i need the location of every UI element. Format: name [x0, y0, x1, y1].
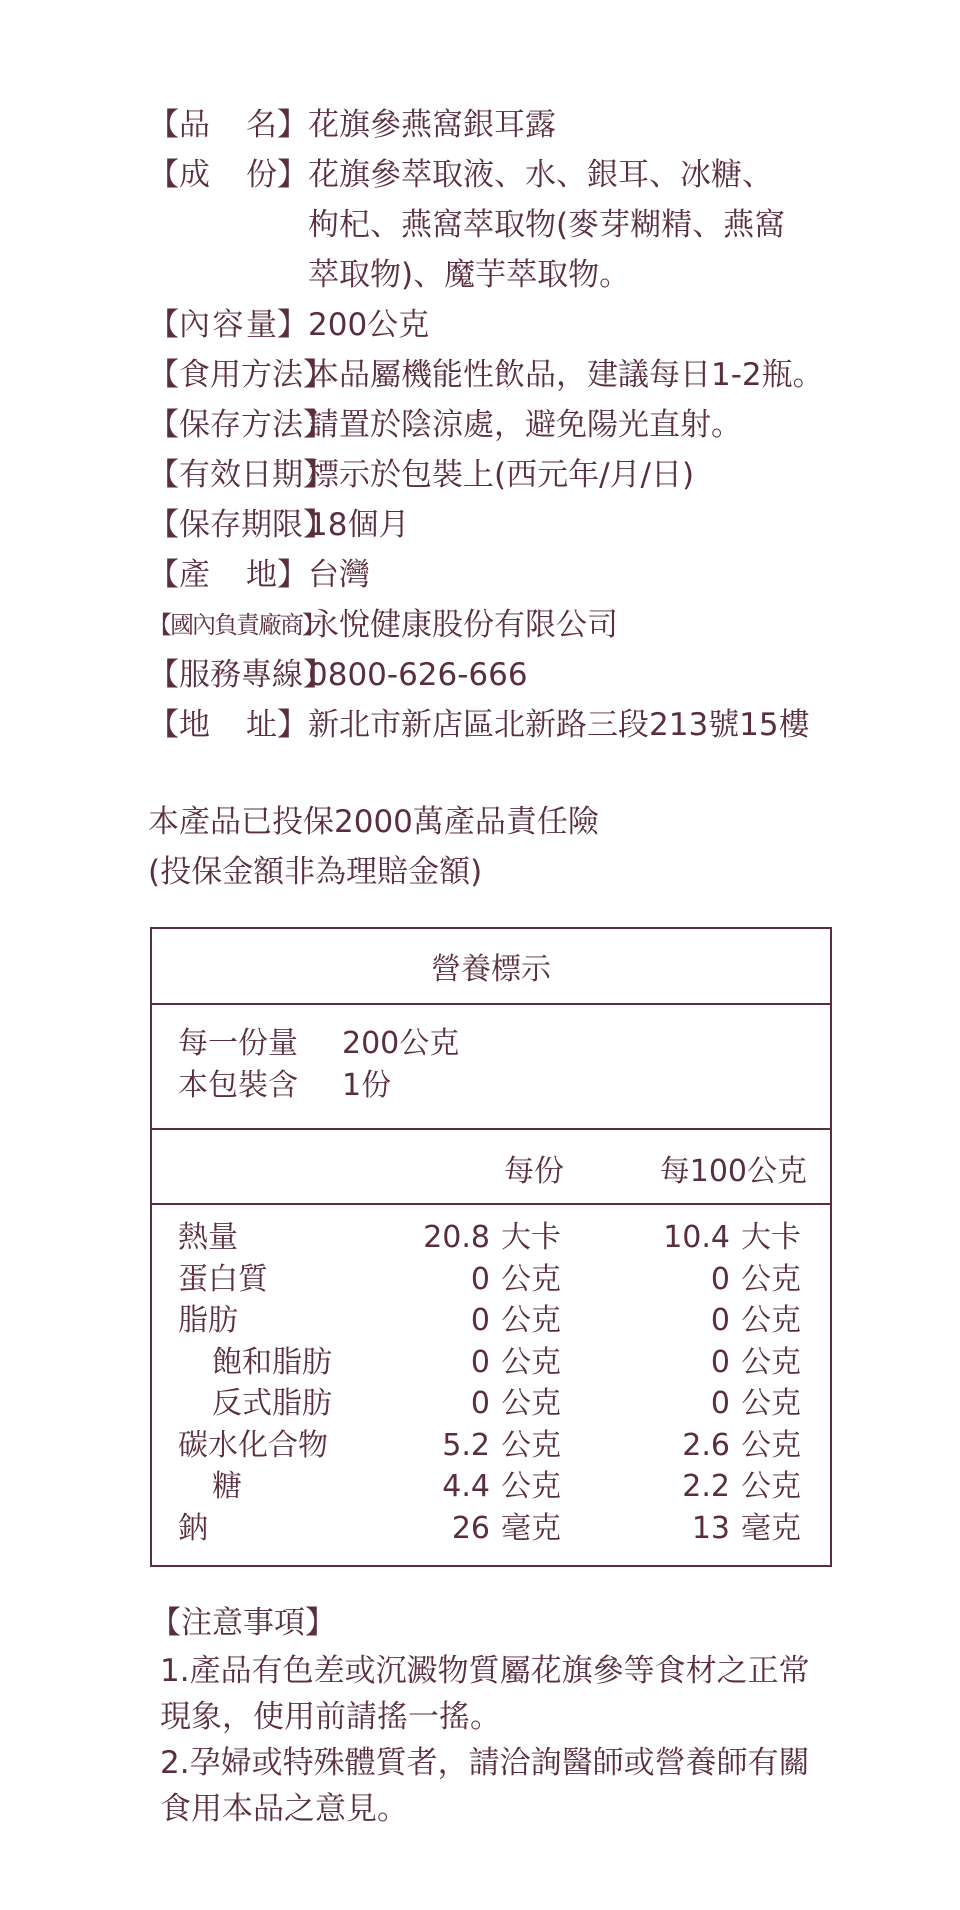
- per-serving-value: 0: [470, 1344, 490, 1380]
- insurance-note: (投保金額非為理賠金額): [148, 854, 483, 890]
- servings-row: [178, 1065, 830, 1107]
- info-label-part: 【內: [148, 307, 210, 343]
- notice-line: 現象，使用前請搖一搖。: [160, 1699, 501, 1735]
- info-label-part: 【保存期限】: [148, 507, 334, 543]
- notice-line: 2.孕婦或特殊體質者，請洽詢醫師或營養師有關: [160, 1745, 810, 1781]
- info-value: 新北市新店區北新路三段213號15樓: [308, 707, 810, 743]
- per-serving-unit: 公克: [501, 1303, 561, 1338]
- per-serving-unit: 公克: [501, 1427, 561, 1463]
- nutrient-name: 脂肪: [178, 1303, 238, 1338]
- info-label: [148, 350, 334, 400]
- nutrient-row: [152, 1259, 830, 1301]
- info-row: [148, 150, 928, 200]
- info-row: [148, 700, 928, 750]
- per-serving-value: 4.4: [442, 1469, 490, 1504]
- nutrient-row: [152, 1425, 830, 1467]
- info-label: [148, 700, 308, 750]
- nutrient-row: [152, 1508, 830, 1550]
- info-row: [148, 350, 928, 400]
- column-per-100g: 每100公克: [659, 1154, 807, 1189]
- info-value: 萃取物)、魔芋萃取物。: [308, 257, 631, 293]
- product-info-list: [148, 100, 928, 750]
- per-100g-unit: 公克: [741, 1427, 801, 1463]
- info-label-part: 【國內負責廠商】: [148, 611, 324, 639]
- per-100g-value: 0: [710, 1303, 730, 1338]
- nutrient-name: 反式脂肪: [212, 1386, 332, 1421]
- per-100g-value: 0: [710, 1261, 730, 1297]
- info-row: [148, 600, 928, 650]
- nutrient-row: [152, 1383, 830, 1425]
- serving-size-value: 200公克: [342, 1026, 460, 1061]
- info-value: 18個月: [308, 507, 410, 543]
- per-serving-value: 20.8: [423, 1220, 490, 1255]
- info-value: 花旗參燕窩銀耳露: [308, 107, 556, 143]
- serving-size-label: 每一份量: [178, 1026, 298, 1061]
- info-label-part: 名】: [246, 107, 308, 143]
- info-label-part: 量】: [246, 307, 308, 343]
- info-label-part: 容: [212, 307, 244, 343]
- per-serving-unit: 毫克: [501, 1510, 561, 1546]
- per-100g-unit: 公克: [741, 1261, 801, 1297]
- per-100g-value: 13: [691, 1510, 730, 1546]
- per-serving-unit: 公克: [501, 1344, 561, 1380]
- info-value: 本品屬機能性飲品，建議每日1-2瓶。: [308, 357, 824, 393]
- notice-section: [150, 1600, 910, 1832]
- per-100g-unit: 公克: [741, 1344, 801, 1380]
- nutrition-title: 營養標示: [152, 929, 830, 1005]
- info-value: 永悅健康股份有限公司: [308, 607, 618, 643]
- nutrient-row: [152, 1342, 830, 1384]
- per-100g-unit: 毫克: [741, 1510, 801, 1546]
- info-label: [148, 600, 324, 650]
- info-row: [148, 500, 928, 550]
- notice-line: 1.產品有色差或沉澱物質屬花旗參等食材之正常: [160, 1653, 810, 1689]
- per-100g-unit: 公克: [741, 1386, 801, 1421]
- info-label-part: 【保存方法】: [148, 407, 334, 443]
- nutrient-name: 蛋白質: [178, 1261, 268, 1297]
- info-label-part: 【地: [148, 707, 210, 743]
- insurance-line: 本產品已投保2000萬產品責任險: [148, 804, 599, 840]
- info-value: 花旗參萃取液、水、銀耳、冰糖、: [308, 157, 773, 193]
- info-value: 台灣: [308, 557, 370, 593]
- per-100g-value: 2.6: [682, 1427, 730, 1463]
- serving-info: [152, 1005, 830, 1130]
- info-label: [148, 500, 334, 550]
- serving-size-row: [178, 1023, 830, 1065]
- per-serving-unit: 公克: [501, 1261, 561, 1297]
- per-serving-unit: 公克: [501, 1386, 561, 1421]
- info-value: 枸杞、燕窩萃取物(麥芽糊精、燕窩: [308, 207, 786, 243]
- info-label: [148, 650, 334, 700]
- info-label: [148, 150, 308, 200]
- per-serving-value: 26: [451, 1510, 490, 1546]
- insurance-statement: [148, 797, 599, 897]
- per-serving-value: 0: [470, 1303, 490, 1338]
- info-label-part: 【服務專線】: [148, 657, 334, 693]
- nutrition-facts-table: [150, 927, 832, 1567]
- nutrient-row: [152, 1300, 830, 1342]
- notice-title: 【注意事項】: [150, 1605, 336, 1641]
- per-serving-value: 0: [470, 1386, 490, 1421]
- column-per-serving: 每份: [504, 1154, 564, 1189]
- notice-line: 食用本品之意見。: [160, 1791, 408, 1827]
- info-label-part: 地】: [246, 557, 308, 593]
- per-serving-unit: 大卡: [501, 1220, 561, 1255]
- info-row: [148, 650, 928, 700]
- servings-label: 本包裝含: [178, 1068, 298, 1103]
- nutrient-row: [152, 1217, 830, 1259]
- per-100g-unit: 大卡: [741, 1220, 801, 1255]
- info-label: [148, 400, 334, 450]
- info-label: [148, 450, 334, 500]
- info-label-part: 址】: [246, 707, 308, 743]
- info-row: [148, 450, 928, 500]
- nutrient-name: 碳水化合物: [178, 1427, 328, 1463]
- per-100g-value: 0: [710, 1386, 730, 1421]
- nutrient-name: 熱量: [178, 1220, 238, 1255]
- info-row: [148, 100, 928, 150]
- nutrition-column-headers: [152, 1130, 830, 1205]
- per-serving-unit: 公克: [501, 1469, 561, 1504]
- per-100g-value: 0: [710, 1344, 730, 1380]
- info-label-part: 【成: [148, 157, 210, 193]
- info-row: [148, 400, 928, 450]
- per-100g-value: 10.4: [663, 1220, 730, 1255]
- info-value: 0800-626-666: [308, 657, 528, 693]
- nutrition-rows: [152, 1205, 830, 1549]
- nutrient-name: 鈉: [178, 1510, 208, 1546]
- nutrient-name: 飽和脂肪: [212, 1344, 332, 1380]
- per-serving-value: 0: [470, 1261, 490, 1297]
- info-label-part: 【品: [148, 107, 210, 143]
- per-serving-value: 5.2: [442, 1427, 490, 1463]
- per-100g-unit: 公克: [741, 1303, 801, 1338]
- info-row: [148, 300, 928, 350]
- notice-lines: [150, 1648, 910, 1832]
- info-label-part: 【產: [148, 557, 210, 593]
- info-label: [148, 300, 308, 350]
- per-100g-unit: 公克: [741, 1469, 801, 1504]
- info-label-part: 【食用方法】: [148, 357, 334, 393]
- info-value: 請置於陰涼處，避免陽光直射。: [308, 407, 742, 443]
- per-100g-value: 2.2: [682, 1469, 730, 1504]
- info-value: 標示於包裝上(西元年/月/日): [308, 457, 695, 493]
- info-value: 200公克: [308, 307, 430, 343]
- info-row-continued: [148, 200, 928, 250]
- info-label: [148, 100, 308, 150]
- info-label-part: 份】: [246, 157, 308, 193]
- servings-value: 1份: [342, 1068, 392, 1103]
- info-row: [148, 550, 928, 600]
- info-label: [148, 550, 308, 600]
- nutrient-name: 糖: [212, 1469, 242, 1504]
- info-label-part: 【有效日期】: [148, 457, 334, 493]
- nutrient-row: [152, 1466, 830, 1508]
- info-row-continued: [148, 250, 928, 300]
